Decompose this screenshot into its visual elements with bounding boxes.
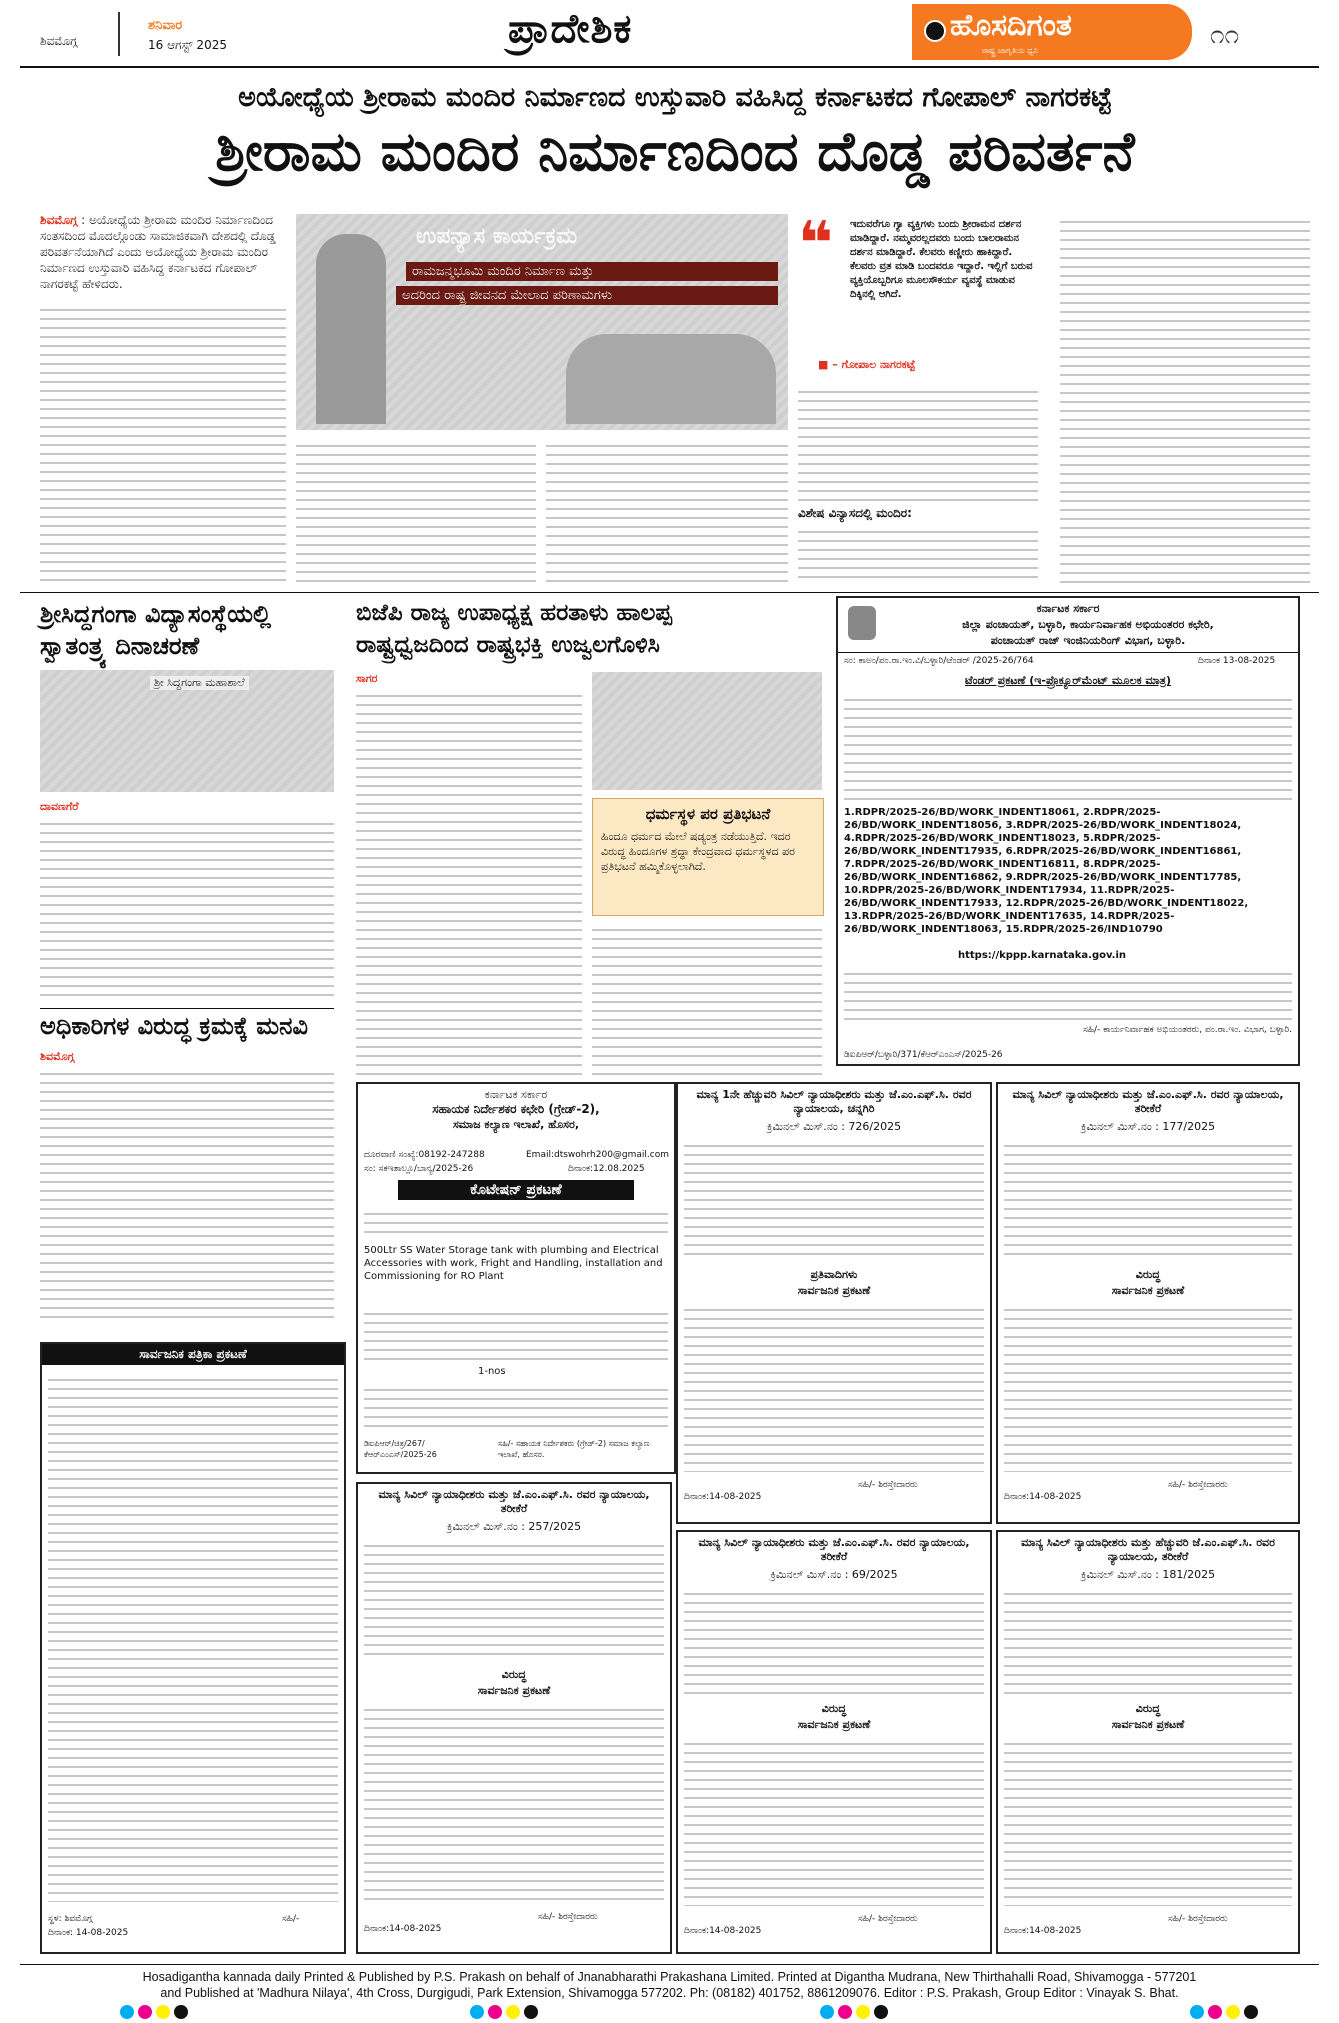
quotation-qty: 1-nos — [478, 1366, 506, 1377]
masthead — [0, 0, 1339, 64]
lead-column-5-text — [1060, 214, 1310, 584]
quotation-office-2: ಸಮಾಜ ಕಲ್ಯಾಣ ಇಲಾಖೆ, ಹೊಸರ, — [452, 1118, 580, 1131]
tender-govt: ಕರ್ನಾಟಕ ಸರ್ಕಾರ — [1036, 602, 1100, 615]
court-title: ಮಾನ್ಯ ಸಿವಿಲ್ ನ್ಯಾಯಾಧೀಶರು ಮತ್ತು ಹೆಚ್ಚುವರಿ ಜೆ.ಎಂ.ಎಫ್.ಸಿ. ರವರ ನ್ಯಾಯಾಲಯ, ತರೀಕೆರೆ — [1021, 1536, 1275, 1563]
masthead-divider — [118, 12, 120, 56]
cmyk-mark-icon — [120, 2004, 192, 2023]
court-notice-4 — [676, 1530, 992, 1954]
imprint-line-2: and Published at 'Madhura Nilaya', 4th Cross, Durgigudi, Park Extension, Shivamogga 577202. Ph: (08182) 401752, 8861209076. Editor : P.S. Prakash, Group Editor : Vinayak S. Bhat. — [160, 1986, 1179, 2000]
quotation-footer-ref: ಡಿಐಪಿಆರ್/ಚಿತ್ರ/267/ಕೆಆರ್‌ಎಂಎಸ್/2025-26 — [364, 1439, 437, 1459]
lead-column-4b-text — [798, 524, 1038, 584]
court-body-text — [684, 1736, 984, 1906]
quotation-phone: ದೂರವಾಣಿ ಸಂಖ್ಯೆ:08192-247288 — [364, 1150, 485, 1160]
quotation-office: ಸಹಾಯಕ ನಿರ್ದೇಶಕರ ಕಛೇರಿ (ಗ್ರೇಡ್-2), — [432, 1102, 600, 1116]
lead-column-1: ಶಿವಮೊಗ್ಗ : ಅಯೋಧ್ಯೆಯ ಶ್ರೀರಾಮ ಮಂದಿರ ನಿರ್ಮಾಣದಿಂದ ಸಂತಸದಿಂದ ಮೊದಲ್ಗೊಂಡು ಸಾಮಾಜಿಕವಾಗಿ ದೇಶದಲ್ಲಿ ದೊಡ್ಡ ಪರಿವರ್ತನೆಯಾಗಿದೆ ಎಂದು ಅಯೋಧ್ಯೆಯ ಶ್ರೀರಾಮ ಮಂದಿರ ನಿರ್ಮಾಣದ ಉಸ್ತುವಾರಿ ವಹಿಸಿದ್ದ ಕರ್ನಾಟಕದ ಗೋಪಾಲ್ ನಾಗರಕಟ್ಟೆ ಹೇಳಿದರು. — [40, 213, 276, 291]
brand-banner — [912, 4, 1192, 60]
lead-kicker: ಅಯೋಧ್ಯೆಯ ಶ್ರೀರಾಮ ಮಂದಿರ ನಿರ್ಮಾಣದ ಉಸ್ತುವಾರಿ ವಹಿಸಿದ್ದ ಕರ್ನಾಟಕದ ಗೋಪಾಲ್ ನಾಗರಕಟ್ಟೆ — [238, 82, 1112, 113]
court-date: ದಿನಾಂಕ:14-08-2025 — [1004, 1926, 1082, 1936]
court-notice-label: ಸಾರ್ವಜನಿಕ ಪ್ರಕಟಣೆ — [797, 1718, 871, 1731]
story2-photo-banner: ಶ್ರೀ ಸಿದ್ದಗಂಗಾ ಮಹಾಶಾಲೆ — [150, 676, 249, 690]
court-date: ದಿನಾಂಕ:14-08-2025 — [684, 1492, 762, 1502]
court-body-text — [1004, 1736, 1292, 1906]
court-title: ಮಾನ್ಯ 1ನೇ ಹೆಚ್ಚುವರಿ ಸಿವಿಲ್ ನ್ಯಾಯಾಧೀಶರು ಮತ್ತು ಜೆ.ಎಂ.ಎಫ್.ಸಿ. ರವರ ನ್ಯಾಯಾಲಯ, ಚನ್ನಗಿರಿ — [696, 1088, 972, 1115]
public-notice-text — [48, 1372, 338, 1902]
photo-event-title: ಉಪನ್ಯಾಸ ಕಾರ್ಯಕ್ರಮ — [416, 224, 578, 249]
court-case-no: ಕ್ರಿಮಿನಲ್ ಮಿಸ್.ನಂ : 257/2025 — [446, 1520, 582, 1533]
tender-footer-ref: ಡಿಐಪಿಆರ್/ಬಳ್ಳಾರಿ/371/ಕೆಆರ್‌ಎಂಎಸ್/2025-26 — [844, 1050, 1003, 1060]
court-title: ಮಾನ್ಯ ಸಿವಿಲ್ ನ್ಯಾಯಾಧೀಶರು ಮತ್ತು ಜೆ.ಎಂ.ಎಫ್.ಸಿ. ರವರ ನ್ಯಾಯಾಲಯ, ತರೀಕೆರೆ — [698, 1536, 970, 1563]
photo-speaker — [316, 234, 386, 424]
tender-portal: https://kppp.karnataka.gov.in — [958, 950, 1127, 961]
court-case-no: ಕ್ರಿಮಿನಲ್ ಮಿಸ್.ನಂ : 181/2025 — [1080, 1568, 1216, 1581]
lead-column-4-text — [798, 384, 1038, 502]
lead-quote: ಇದುವರೆಗೂ ಗ್ಯಾ ವ್ಯಕ್ತಿಗಳು ಬಂದು ಶ್ರೀರಾಮನ ದರ್ಶನ ಮಾಡಿದ್ದಾರೆ. ನಮ್ಮವರಲ್ಲದವರು ಬಂದು ಬಾಲರಾಮನ ದರ್ಶನ ಮಾಡಿದ್ದಾರೆ. ಕೆಲವರು ಕಣ್ಣೀರು ಹಾಕಿದ್ದಾರೆ. ಕೆಲವರು ವ್ರತ ಮಾಡಿ ಬಂದವರೂ ಇದ್ದಾರೆ. ಇಲ್ಲಿಗೆ ಬರುವ ವ್ಯಕ್ತಿಯೊಬ್ಬರಿಗೂ ಮೂಲಸೌಕರ್ಯ ವ್ಯವಸ್ಥೆ ಮಾಡುವ ದಿಕ್ಕಿನಲ್ಲಿ ಆಗಿದೆ. — [850, 219, 1033, 300]
public-notice-place: ಸ್ಥಳ: ಶಿವಮೊಗ್ಗ — [48, 1914, 93, 1924]
cmyk-mark-icon — [820, 2004, 892, 2023]
tender-ref: ಸಂ: ಕಾಅಂ/ಪಂ.ರಾ.ಇಂ.ವಿ/ಬಳ್ಳಾರಿ/ಟೆಂಡರ್ /2025-26/764 — [844, 656, 1034, 666]
court-section: ವಿರುದ್ಧ — [501, 1668, 527, 1681]
quote-author: ಗೋಪಾಲ ನಾಗರಕಟ್ಟೆ — [841, 358, 916, 371]
quotation-date: ದಿನಾಂಕ:12.08.2025 — [568, 1164, 645, 1174]
page-number: ೧೧ — [1210, 20, 1240, 50]
story4-dateline: ಸಾಗರ — [356, 672, 378, 685]
public-notice-sign: ಸಹಿ/- — [282, 1914, 300, 1924]
cmyk-mark-icon — [1190, 2004, 1262, 2023]
tender-signature: ಸಹಿ/- ಕಾರ್ಯನಿರ್ವಾಹಕ ಅಭಿಯಂತರರು, ಪಂ.ರಾ.ಇಂ. ವಿಭಾಗ, ಬಳ್ಳಾರಿ. — [1083, 1025, 1292, 1035]
story4-headline-1: ಬಿಜೆಪಿ ರಾಜ್ಯ ಉಪಾಧ್ಯಕ್ಷ ಹರತಾಳು ಹಾಲಪ್ಪ — [356, 600, 672, 626]
lead-body-start: ಅಯೋಧ್ಯೆಯ ಶ್ರೀರಾಮ ಮಂದಿರ ನಿರ್ಮಾಣದಿಂದ ಸಂತಸದಿಂದ ಮೊದಲ್ಗೊಂಡು ಸಾಮಾಜಿಕವಾಗಿ ದೇಶದಲ್ಲಿ ದೊಡ್ಡ ಪರಿವರ್ತನೆಯಾಗಿದೆ ಎಂದು ಅಯೋಧ್ಯೆಯ ಶ್ರೀರಾಮ ಮಂದಿರ ನಿರ್ಮಾಣದ ಉಸ್ತುವಾರಿ ವಹಿಸಿದ್ದ ಕರ್ನಾಟಕದ ಗೋಪಾಲ್ ನಾಗರಕಟ್ಟೆ ಹೇಳಿದರು. — [40, 213, 276, 291]
story4-box — [592, 798, 824, 916]
story4-text-1 — [356, 688, 582, 1076]
lead-subhead: ವಿಶೇಷ ವಿನ್ಯಾಸದಲ್ಲಿ ಮಂದಿರ: — [798, 506, 912, 520]
quote-mark-icon: ❝ — [798, 209, 834, 279]
quotation-notice — [356, 1082, 676, 1474]
masthead-rule — [20, 66, 1319, 68]
tender-office-2: ಪಂಚಾಯತ್ ರಾಜ್ ಇಂಜಿನಿಯರಿಂಗ್ ವಿಭಾಗ, ಬಳ್ಳಾರಿ. — [990, 634, 1186, 647]
court-body-text — [1004, 1302, 1292, 1472]
story4-box-body: ಹಿಂದೂ ಧರ್ಮದ ಮೇಲೆ ಷಡ್ಯಂತ್ರ ನಡೆಯುತ್ತಿದೆ. ಇದರ ವಿರುದ್ಧ ಹಿಂದೂಗಳ ಶ್ರದ್ಧಾ ಕೇಂದ್ರವಾದ ಧರ್ಮಸ್ಥಳದ ಪರ ಪ್ರತಿಭಟನೆ ಹಮ್ಮಿಕೊಳ್ಳಲಾಗಿದೆ. — [601, 830, 795, 873]
court-parties-text — [1004, 1586, 1292, 1696]
quotation-govt: ಕರ್ನಾಟಕ ಸರ್ಕಾರ — [484, 1088, 548, 1101]
court-notice-label: ಸಾರ್ವಜನಿಕ ಪ್ರಕಟಣೆ — [1111, 1718, 1185, 1731]
court-sign: ಸಹಿ/- ಶಿರಸ್ತೇದಾರರು — [538, 1912, 598, 1922]
court-date: ದಿನಾಂಕ:14-08-2025 — [1004, 1492, 1082, 1502]
court-case-no: ಕ್ರಿಮಿನಲ್ ಮಿಸ್.ನಂ : 726/2025 — [766, 1120, 902, 1133]
section-title: ಪ್ರಾದೇಶಿಕ — [508, 6, 633, 52]
court-case-no: ಕ್ರಿಮಿನಲ್ ಮಿಸ್.ನಂ : 69/2025 — [770, 1568, 898, 1581]
public-notice-title: ಸಾರ್ವಜನಿಕ ಪತ್ರಿಕಾ ಪ್ರಕಟಣೆ — [42, 1344, 344, 1365]
story2-dateline: ದಾವಣಗೆರೆ — [40, 800, 79, 813]
quotation-body-text — [364, 1306, 668, 1360]
court-notice-label: ಸಾರ್ವಜನಿಕ ಪ್ರಕಟಣೆ — [1111, 1284, 1185, 1297]
quotation-ref: ಸಂ: ಸಕಇತಾಲ್ಲೂ/ಬಾನ್ಯ/2025-26 — [364, 1164, 474, 1174]
court-section: ವಿರುದ್ಧ — [1135, 1702, 1161, 1715]
court-section: ಪ್ರತಿವಾದಿಗಳು — [810, 1268, 858, 1281]
court-notice-1 — [676, 1082, 992, 1524]
public-notice-date: ದಿನಾಂಕ: 14-08-2025 — [48, 1928, 129, 1938]
tender-date: ದಿನಾಂಕ 13-08-2025 — [1198, 656, 1276, 666]
court-notice-5 — [996, 1530, 1300, 1954]
court-parties-text — [364, 1538, 664, 1662]
masthead-date: 16 ಆಗಸ್ಟ್ 2025 — [148, 38, 227, 52]
quotation-email: Email:dtswohrh200@gmail.com — [526, 1150, 670, 1160]
court-sign: ಸಹಿ/- ಶಿರಸ್ತೇದಾರರು — [1168, 1480, 1228, 1490]
photo-guests — [566, 334, 776, 424]
tender-notice — [836, 596, 1300, 1066]
story3-text — [40, 1066, 334, 1322]
story4-headline-2: ರಾಷ್ಟ್ರಧ್ವಜದಿಂದ ರಾಷ್ಟ್ರಭಕ್ತಿ ಉಜ್ವಲಗೊಳಿಸಿ — [356, 632, 660, 658]
story3-rule — [40, 1008, 334, 1009]
court-notice-label: ಸಾರ್ವಜನಿಕ ಪ್ರಕಟಣೆ — [797, 1284, 871, 1297]
paper-name: ಹೊಸದಿಗಂತ — [950, 8, 1072, 43]
court-title: ಮಾನ್ಯ ಸಿವಿಲ್ ನ್ಯಾಯಾಧೀಶರು ಮತ್ತು ಜೆ.ಎಂ.ಎಫ್.ಸಿ. ರವರ ನ್ಯಾಯಾಲಯ, ತರೀಕೆರೆ — [378, 1488, 650, 1515]
imprint-line-1: Hosadigantha kannada daily Printed & Published by P.S. Prakash on behalf of Jnanabharathi Prakashana Limited. Printed at Digantha Mudrana, New Thirthahalli Road, Shivamogga - 577201 — [142, 1970, 1197, 1984]
lead-photo — [296, 214, 788, 430]
brand-logo-icon — [924, 20, 946, 42]
court-parties-text — [684, 1586, 984, 1696]
court-section: ವಿರುದ್ಧ — [1135, 1268, 1161, 1281]
lead-column-2-text — [296, 438, 536, 584]
quotation-signature: ಸಹಿ/- ಸಹಾಯಕ ನಿರ್ದೇಶಕರು (ಗ್ರೇಡ್-2) ಸಮಾಜ ಕಲ್ಯಾಣ ಇಲಾಖೆ, ಹೊಸರ. — [498, 1439, 650, 1459]
story3-headline: ಅಧಿಕಾರಿಗಳ ವಿರುದ್ಧ ಕ್ರಮಕ್ಕೆ ಮನವಿ — [40, 1012, 308, 1040]
court-date: ದಿನಾಂಕ:14-08-2025 — [684, 1926, 762, 1936]
lead-quote-author: ■ – ಗೋಪಾಲ ನಾಗರಕಟ್ಟೆ — [818, 358, 916, 371]
court-notice-2 — [996, 1082, 1300, 1524]
lead-column-3-text — [546, 438, 788, 584]
public-notice — [40, 1342, 346, 1954]
cmyk-mark-icon — [470, 2004, 542, 2023]
lead-column-1-text — [40, 302, 286, 584]
paper-tagline: ರಾಷ್ಟ್ರ ಜಾಗೃತಿಯ ಧ್ವನಿ — [982, 46, 1039, 55]
tender-rule — [838, 652, 1298, 653]
tender-intro-text — [844, 692, 1292, 802]
lead-quote-box — [798, 209, 1038, 374]
tender-title: ಟೆಂಡರ್ ಪ್ರಕಟಣೆ (ಇ-ಪ್ರೊಕ್ಯೂರ್‌ಮೆಂಟ್ ಮೂಲಕ ಮಾತ್ರ) — [964, 674, 1172, 687]
court-sign: ಸಹಿ/- ಶಿರಸ್ತೇದಾರರು — [1168, 1914, 1228, 1924]
story2-text — [40, 816, 334, 1002]
story4-photo — [592, 672, 822, 790]
quotation-intro-text — [364, 1206, 668, 1240]
imprint-rule — [20, 1964, 1319, 1965]
court-title: ಮಾನ್ಯ ಸಿವಿಲ್ ನ್ಯಾಯಾಧೀಶರು ಮತ್ತು ಜೆ.ಎಂ.ಎಫ್.ಸಿ. ರವರ ನ್ಯಾಯಾಲಯ, ತರೀಕೆರೆ — [1012, 1088, 1284, 1115]
court-sign: ಸಹಿ/- ಶಿರಸ್ತೇದಾರರು — [858, 1480, 918, 1490]
story2-headline-2: ಸ್ವಾತಂತ್ರ್ಯ ದಿನಾಚರಣೆ — [40, 632, 200, 660]
court-case-no: ಕ್ರಿಮಿನಲ್ ಮಿಸ್.ನಂ : 177/2025 — [1080, 1120, 1216, 1133]
court-section: ವಿರುದ್ಧ — [821, 1702, 847, 1715]
court-notice-label: ಸಾರ್ವಜನಿಕ ಪ್ರಕಟಣೆ — [477, 1684, 551, 1697]
tender-office-1: ಜಿಲ್ಲಾ ಪಂಚಾಯತ್, ಬಳ್ಳಾರಿ, ಕಾರ್ಯನಿರ್ವಾಹಕ ಅಭಿಯಂತರರ ಕಛೇರಿ, — [962, 618, 1214, 631]
court-parties-text — [684, 1138, 984, 1262]
quotation-title: ಕೊಟೇಷನ್ ಪ್ರಕಟಣೆ — [398, 1180, 634, 1200]
story3-dateline: ಶಿವಮೊಗ್ಗ — [40, 1050, 75, 1063]
tender-body-text — [844, 966, 1292, 1020]
story2-headline-1: ಶ್ರೀಸಿದ್ದಗಂಗಾ ವಿದ್ಯಾಸಂಸ್ಥೆಯಲ್ಲಿ — [40, 600, 272, 628]
court-body-text — [364, 1702, 664, 1902]
lead-rule — [20, 592, 1319, 593]
registration-marks — [0, 2004, 1339, 2019]
court-sign: ಸಹಿ/- ಶಿರಸ್ತೇದಾರರು — [858, 1914, 918, 1924]
court-body-text — [684, 1302, 984, 1472]
court-notice-3 — [356, 1482, 672, 1954]
masthead-day: ಶನಿವಾರ — [148, 18, 183, 33]
masthead-city: ಶಿವಮೊಗ್ಗ — [40, 34, 78, 48]
lead-headline: ಶ್ರೀರಾಮ ಮಂದಿರ ನಿರ್ಮಾಣದಿಂದ ದೊಡ್ಡ ಪರಿವರ್ತನೆ — [215, 120, 1135, 183]
photo-banner-1: ರಾಮಜನ್ಮಭೂಮಿ ಮಂದಿರ ನಿರ್ಮಾಣ ಮತ್ತು — [406, 262, 778, 281]
court-parties-text — [1004, 1138, 1292, 1262]
tender-indents: 1.RDPR/2025-26/BD/WORK_INDENT18061, 2.RDPR/2025-26/BD/WORK_INDENT18056, 3.RDPR/2025-26/BD/WORK_INDENT18024, 4.RDPR/2025-26/BD/WORK_INDENT18023, 5.RDPR/2025-26/BD/WORK_INDENT17935, 6.RDPR/2025-26/BD/WORK_INDENT16861, 7.RDPR/2025-26/BD/WORK_INDENT16811, 8.RDPR/2025-26/BD/WORK_INDENT16862, 9.RDPR/2025-26/BD/WORK_INDENT17785, 10.RDPR/2025-26/BD/WORK_INDENT17934, 11.RDPR/2025-26/BD/WORK_INDENT17933, 12.RDPR/2025-26/BD/WORK_INDENT18022, 13.RDPR/2025-26/BD/WORK_INDENT17635, 14.RDPR/2025-26/BD/WORK_INDENT18063, 15.RDPR/2025-26/IND10790 — [844, 807, 1249, 935]
court-date: ದಿನಾಂಕ:14-08-2025 — [364, 1924, 442, 1934]
story4-text-2 — [592, 922, 822, 1076]
photo-banner-2: ಅದರಿಂದ ರಾಷ್ಟ್ರ ಜೀವನದ ಮೇಲಾದ ಪರಿಣಾಮಗಳು — [396, 286, 778, 305]
quotation-terms-text — [364, 1382, 668, 1432]
story4-box-title: ಧರ್ಮಸ್ಥಳ ಪರ ಪ್ರತಿಭಟನೆ — [645, 805, 771, 823]
story2-photo — [40, 670, 334, 792]
quotation-body: 500Ltr SS Water Storage tank with plumbing and Electrical Accessories with work, Fright and Handling, installation and Commissioning for RO Plant — [364, 1245, 663, 1282]
lead-dateline: ಶಿವಮೊಗ್ಗ — [40, 213, 78, 227]
